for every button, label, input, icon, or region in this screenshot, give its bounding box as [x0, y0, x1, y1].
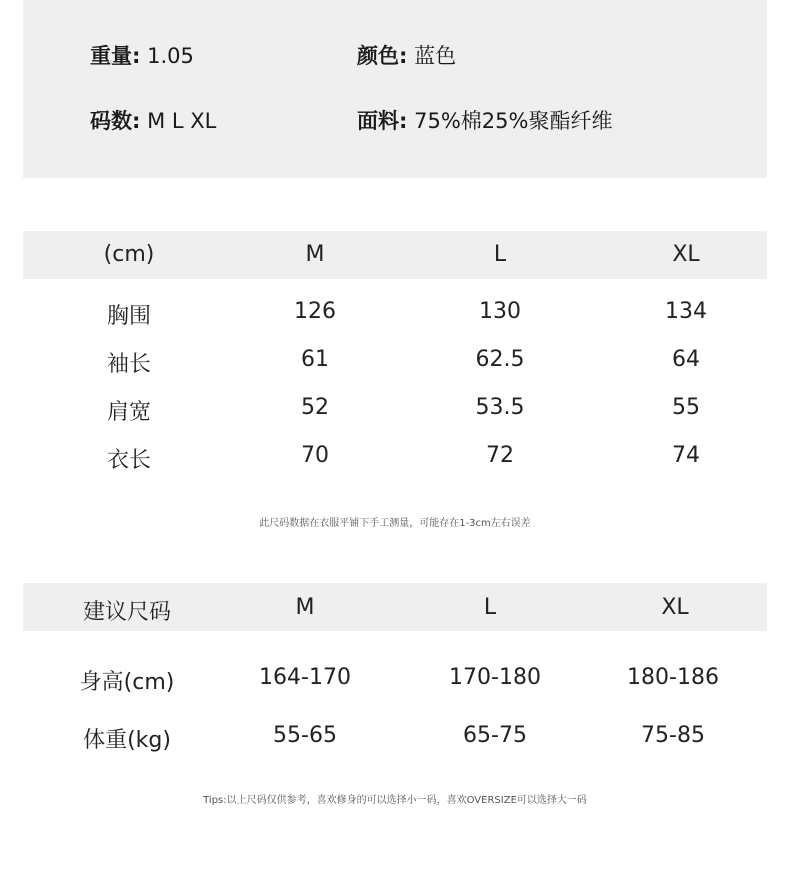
sizes-value: M L XL — [147, 109, 217, 133]
size-row-label: 肩宽 — [106, 400, 152, 425]
weight-value: 1.05 — [147, 44, 194, 68]
recommend-row-cell: 55-65 — [273, 723, 337, 748]
size-row-cell: 61 — [301, 347, 329, 372]
recommend-header-title: 建议尺码 — [82, 600, 172, 625]
size-row-cell: 64 — [672, 347, 700, 372]
recommend-row-label: 身高(cm) — [79, 670, 175, 695]
size-row-cell: 130 — [479, 299, 521, 324]
product-info-panel — [23, 0, 767, 178]
recommend-row-cell: 65-75 — [463, 723, 527, 748]
recommend-row-cell: 75-85 — [641, 723, 705, 748]
size-row-cell: 72 — [486, 443, 514, 468]
color-label: 颜色: — [357, 44, 408, 68]
fabric-label: 面料: — [357, 109, 408, 133]
size-row-cell: 52 — [301, 395, 329, 420]
size-header-unit: (cm) — [103, 242, 155, 267]
color-info — [357, 42, 456, 70]
recommend-row-cell: 170-180 — [449, 665, 541, 690]
size-row-label: 胸围 — [106, 304, 152, 329]
recommend-row-cell: 180-186 — [627, 665, 719, 690]
size-row-label: 袖长 — [106, 352, 152, 377]
size-row-cell: 62.5 — [475, 347, 525, 372]
fabric-info — [357, 107, 612, 135]
sizes-info — [90, 107, 216, 135]
weight-label: 重量: — [90, 44, 141, 68]
size-header-m: M — [305, 242, 325, 267]
recommend-header-xl: XL — [661, 595, 689, 620]
size-row-cell: 134 — [665, 299, 707, 324]
size-row-cell: 126 — [294, 299, 336, 324]
recommend-header-l: L — [483, 595, 497, 620]
weight-info — [90, 42, 194, 70]
size-row-cell: 53.5 — [475, 395, 525, 420]
recommend-row-cell: 164-170 — [259, 665, 351, 690]
size-header-xl: XL — [672, 242, 700, 267]
size-header-l: L — [493, 242, 507, 267]
recommend-header-m: M — [295, 595, 315, 620]
size-row-label: 衣长 — [106, 448, 152, 473]
size-row-cell: 55 — [672, 395, 700, 420]
recommend-row-label: 体重(kg) — [83, 728, 171, 753]
color-value: 蓝色 — [414, 44, 457, 68]
measurement-note: 此尺码数据在衣服平铺下手工测量，可能存在1-3cm左右误差 — [259, 518, 531, 529]
size-row-cell: 74 — [672, 443, 700, 468]
sizes-label: 码数: — [90, 109, 141, 133]
size-tips-note: Tips:以上尺码仅供参考，喜欢修身的可以选择小一码，喜欢OVERSIZE可以选择大一码 — [203, 795, 587, 806]
size-row-cell: 70 — [301, 443, 329, 468]
fabric-value: 75%棉25%聚酯纤维 — [414, 109, 613, 133]
